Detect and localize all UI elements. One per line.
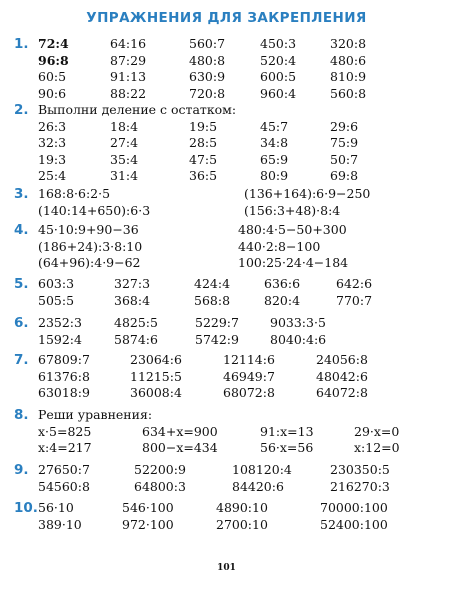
problem: 18:4 [110,118,139,134]
exercise-number: 5. [14,276,29,292]
exercise-row [38,118,359,136]
problem: 450:3 [260,36,297,51]
problem: 546·100 [122,500,174,515]
problem: 634+x=900 [142,423,218,439]
exercise-heading: Реши уравнения: [38,407,153,422]
problem: 480:8 [189,52,226,68]
exercise-row [38,151,359,169]
problem: 90:6 [38,85,67,101]
exercise-number: 6. [14,315,29,331]
problem: 960:4 [260,85,297,101]
problem: 440·2:8−100 [238,238,321,254]
problem: 32:3 [38,135,67,150]
problem: 64072:8 [316,385,368,400]
problem: 56·x=56 [260,440,314,455]
problem: 368:4 [114,292,151,308]
problem: 36:5 [189,168,218,183]
problem: 61376:8 [38,368,90,384]
problem: (64+96):4·9−62 [38,255,141,270]
problem: 630:9 [189,69,226,84]
exercise-row [38,423,400,441]
problem: x:4=217 [38,440,92,455]
problem: 34:8 [260,135,289,150]
exercise-2-grid [38,102,359,185]
problem: 720:8 [189,85,226,101]
problem: 480:4·5−50+300 [238,222,347,237]
problem: 480:6 [330,52,367,68]
problem: 72:4 [38,36,69,51]
problem: 60:5 [38,69,67,84]
problem: 27:4 [110,135,139,150]
problem: 96:8 [38,52,69,68]
problem: 48042:6 [316,368,368,384]
problem: 2352:3 [38,315,82,330]
problem: 29·x=0 [354,423,400,439]
problem: 45:7 [260,118,289,134]
problem: 24056:8 [316,352,368,367]
exercise-number: 10. [14,500,38,516]
problem: 27650:7 [38,462,90,477]
problem: 800−x=434 [142,440,218,455]
exercise-number: 1. [14,36,29,52]
problem: x·5=825 [38,423,92,439]
problem: 75:9 [330,135,359,150]
problem: 505:5 [38,292,75,308]
problem: 26:3 [38,118,67,134]
problem: 87:29 [110,52,147,68]
problem: 31:4 [110,168,139,183]
problem: 52200:9 [134,462,186,477]
problem: 424:4 [194,276,231,291]
problem: 68072:8 [223,385,275,400]
page-title: УПРАЖНЕНИЯ ДЛЯ ЗАКРЕПЛЕНИЯ [86,10,367,26]
exercise-row [38,440,400,457]
problem: 70000:100 [320,500,388,515]
exercise-number: 2. [14,102,29,118]
problem: 5229:7 [195,315,239,330]
problem: 810:9 [330,69,367,84]
problem: 1592:4 [38,331,82,347]
problem: 19:5 [189,118,218,134]
problem: 389·10 [38,516,82,532]
problem: x:12=0 [354,440,400,455]
problem: 56·10 [38,500,74,515]
exercise-number: 9. [14,462,29,478]
problem: 23064:6 [130,352,182,367]
problem: 520:4 [260,52,297,68]
problem: (136+164):6·9−250 [244,186,371,201]
exercise-number: 3. [14,186,29,202]
problem: 69:8 [330,168,359,183]
problem: 100:25·24·4−184 [238,255,349,270]
problem: 52400:100 [320,516,388,532]
problem: 560:8 [330,85,367,101]
problem: 88:22 [110,85,147,101]
problem: 29:6 [330,118,359,134]
problem: 25:4 [38,168,67,183]
exercise-heading: Выполни деление с остатком: [38,102,237,117]
exercise-number: 8. [14,407,29,423]
problem: 91:x=13 [260,423,314,439]
problem: 5874:6 [114,331,158,347]
problem: 80:9 [260,168,289,183]
problem: 47:5 [189,151,218,167]
problem: 168:8·6:2·5 [38,186,111,201]
problem: 46949:7 [223,368,275,384]
problem: (186+24):3·8:10 [38,238,143,254]
problem: 64800:3 [134,478,186,494]
problem: 5742:9 [195,331,239,347]
exercise-row [38,168,359,185]
problem: 230350:5 [330,462,390,477]
problem: 50:7 [330,151,359,167]
problem: 770:7 [336,292,373,308]
problem: 45·10:9+90−36 [38,222,139,237]
problem: (156:3+48)·8:4 [244,202,341,218]
page-number: 101 [217,563,236,573]
exercise-row [38,135,359,152]
problem: 603:3 [38,276,75,291]
problem: 67809:7 [38,352,90,367]
problem: 28:5 [189,135,218,150]
problem: 54560:8 [38,478,90,494]
problem: 568:8 [194,292,231,308]
problem: 9033:3·5 [270,315,326,330]
problem: 320:8 [330,36,367,51]
problem: 35:4 [110,151,139,167]
problem: 4890:10 [216,500,268,515]
problem: 11215:5 [130,368,182,384]
problem: 972·100 [122,516,174,532]
problem: 216270:3 [330,478,390,494]
problem: 65:9 [260,151,289,167]
problem: 19:3 [38,151,67,167]
problem: 8040:4:6 [270,331,327,347]
problem: 642:6 [336,276,373,291]
problem: 84420:6 [232,478,284,494]
problem: 820:4 [264,292,301,308]
problem: 36008:4 [130,385,182,400]
problem: 64:16 [110,36,147,51]
problem: 327:3 [114,276,151,291]
problem: 560:7 [189,36,226,51]
problem: 4825:5 [114,315,158,330]
problem: (140:14+650):6·3 [38,202,151,218]
problem: 108120:4 [232,462,292,477]
problem: 91:13 [110,69,147,84]
exercise-8-grid [38,407,400,457]
problem: 636:6 [264,276,301,291]
exercise-number: 4. [14,222,29,238]
problem: 63018:9 [38,385,90,400]
problem: 12114:6 [223,352,275,367]
problem: 2700:10 [216,516,268,532]
exercise-number: 7. [14,352,29,368]
problem: 600:5 [260,69,297,84]
